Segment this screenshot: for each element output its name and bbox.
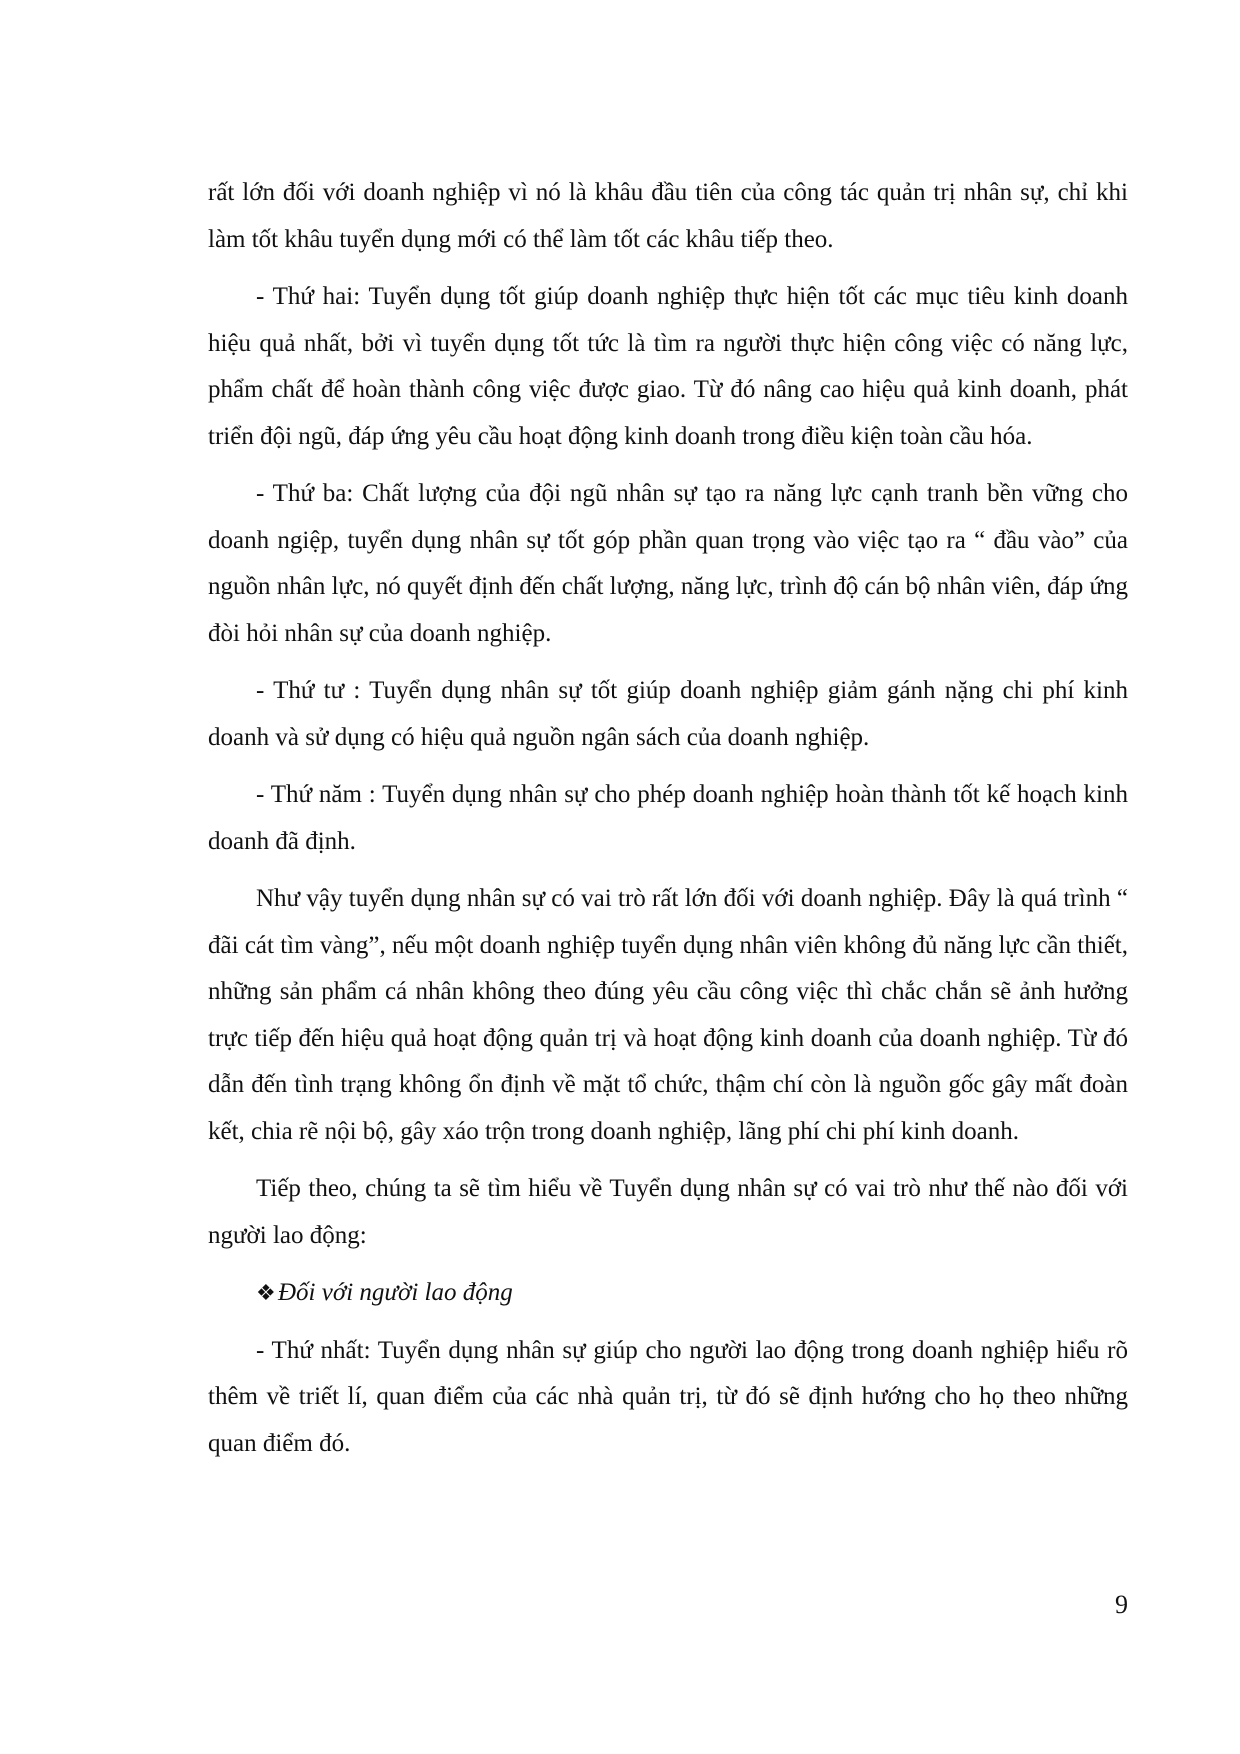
paragraph-continuation: rất lớn đối với doanh nghiệp vì nó là khâu đầu tiên của công tác quản trị nhân sự, chỉ khi làm tốt khâu tuyển dụng mới có thể làm tốt các khâu tiếp theo. (208, 179, 1128, 253)
paragraph-thu-hai: - Thứ hai: Tuyển dụng tốt giúp doanh nghiệp thực hiện tốt các mục tiêu kinh doanh hiệu quả nhất, bởi vì tuyển dụng tốt tức là tìm ra người thực hiện công việc có năng lực, phẩm chất để hoàn thành công việc được giao. Từ đó nâng cao hiệu quả kinh doanh, phát triển đội ngũ, đáp ứng yêu cầu hoạt động kinh doanh trong điều kiện toàn cầu hóa. (208, 283, 1128, 450)
paragraph-thu-ba: - Thứ ba: Chất lượng của đội ngũ nhân sự tạo ra năng lực cạnh tranh bền vững cho doanh ngiệp, tuyển dụng nhân sự tốt góp phần quan trọng vào việc tạo ra “ đầu vào” của nguồn nhân lực, nó quyết định đến chất lượng, năng lực, trình độ cán bộ nhân viên, đáp ứng đòi hỏi nhân sự của doanh nghiệp. (208, 480, 1129, 647)
paragraph-thu-tu: - Thứ tư : Tuyển dụng nhân sự tốt giúp doanh nghiệp giảm gánh nặng chi phí kinh doanh và sử dụng có hiệu quả nguồn ngân sách của doanh nghiệp. (208, 677, 1128, 751)
document-body (208, 170, 1128, 1467)
paragraph-thu-nam: - Thứ năm : Tuyển dụng nhân sự cho phép doanh nghiệp hoàn thành tốt kế hoạch kinh doanh đã định. (208, 781, 1128, 855)
page-number: 9 (1115, 1590, 1128, 1619)
section-heading (208, 1270, 1128, 1317)
paragraph-transition: Tiếp theo, chúng ta sẽ tìm hiểu về Tuyển dụng nhân sự có vai trò như thế nào đối với người lao động: (208, 1175, 1128, 1249)
paragraph-thu-nhat: - Thứ nhất: Tuyển dụng nhân sự giúp cho người lao động trong doanh nghiệp hiểu rõ thêm về triết lí, quan điểm của các nhà quản trị, từ đó sẽ định hướng cho họ theo những quan điểm đó. (208, 1336, 1128, 1457)
paragraph-summary: Như vậy tuyển dụng nhân sự có vai trò rất lớn đối với doanh nghiệp. Đây là quá trình “ đãi cát tìm vàng”, nếu một doanh nghiệp tuyển dụng nhân viên không đủ năng lực cần thiết, những sản phẩm cá nhân không theo đúng yêu cầu công việc thì chắc chắn sẽ ảnh hưởng trực tiếp đến hiệu quả hoạt động quản trị và hoạt động kinh doanh của doanh nghiệp. Từ đó dẫn đến tình trạng không ổn định về mặt tổ chức, thậm chí còn là nguồn gốc gây mất đoàn kết, chia rẽ nội bộ, gây xáo trộn trong doanh nghiệp, lãng phí chi phí kinh doanh. (208, 885, 1128, 1145)
diamond-bullet-icon: ❖ (256, 1280, 276, 1305)
section-heading-text: Đối với người lao động (278, 1279, 513, 1306)
